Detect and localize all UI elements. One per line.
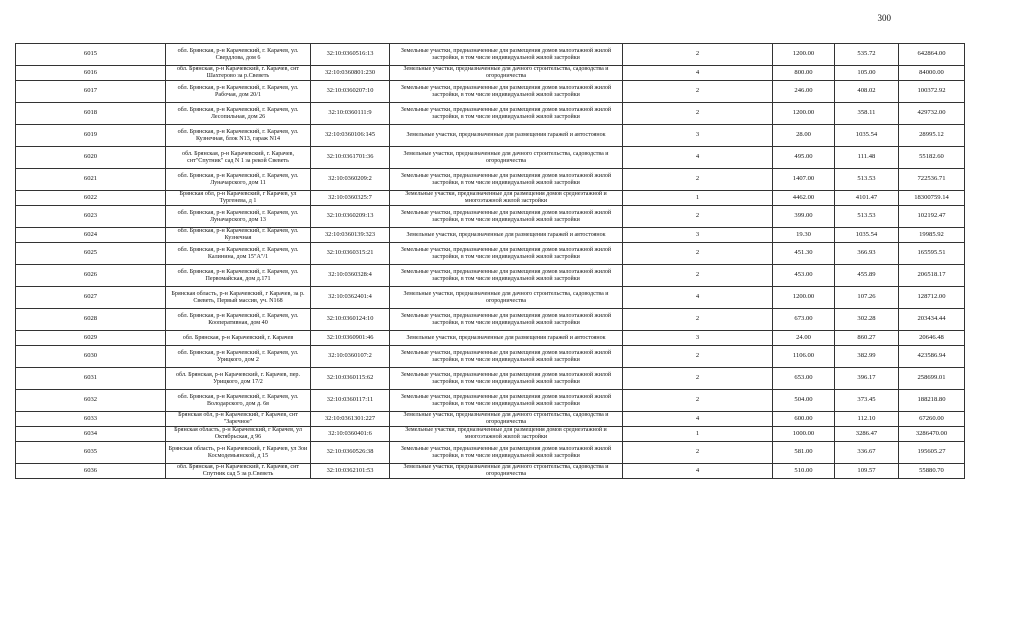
area-cell: 510.00 — [773, 464, 835, 479]
table-row — [16, 44, 1031, 66]
table-row — [16, 125, 1031, 147]
specific-value-cell: 535.72 — [835, 44, 899, 66]
cadastral-number-cell: 32:10:0360209:2 — [311, 169, 390, 191]
table-row — [16, 287, 1031, 309]
address-cell: обл. Брянская, р-н Карачевский, г. Карачев, ул. Володарского, дом д. 6в — [166, 390, 311, 412]
address-cell: обл. Брянская, р-н Карачевский, г. Карачев, снт"Спутник" сад N 1 за рекой Свеветь — [166, 147, 311, 169]
area-cell: 1000.00 — [773, 427, 835, 442]
cadastral-number-cell: 32:10:0360111:9 — [311, 103, 390, 125]
cadastral-number-cell: 32:10:0360401:6 — [311, 427, 390, 442]
cadastral-value-cell: 642864.00 — [899, 44, 965, 66]
group-cell: 2 — [623, 442, 773, 464]
specific-value-cell: 336.67 — [835, 442, 899, 464]
cadastral-value-cell: 55182.60 — [899, 147, 965, 169]
cadastral-value-cell: 188218.80 — [899, 390, 965, 412]
cadastral-value-cell: 722536.71 — [899, 169, 965, 191]
group-cell: 3 — [623, 125, 773, 147]
land-use-cell: Земельные участки, предназначенные для размещения домов малоэтажной жилой застройки, в том числе индивидуальной жилой застройки — [390, 390, 623, 412]
table-row — [16, 81, 1031, 103]
table-row — [16, 147, 1031, 169]
group-cell: 2 — [623, 265, 773, 287]
cadastral-value-cell: 84000.00 — [899, 66, 965, 81]
group-cell: 2 — [623, 103, 773, 125]
group-cell: 2 — [623, 243, 773, 265]
specific-value-cell: 513.53 — [835, 206, 899, 228]
area-cell: 800.00 — [773, 66, 835, 81]
area-cell: 399.00 — [773, 206, 835, 228]
cadastral-number-cell: 32:10:0360325:7 — [311, 191, 390, 206]
address-cell: обл. Брянская, р-н Карачевский, г. Карачев, ул. Калинина, дом 15"А"/1 — [166, 243, 311, 265]
area-cell: 19.30 — [773, 228, 835, 243]
address-cell: обл. Брянская, р-н Карачевский, г. Карачев, ул. Лесопильная, дом 26 — [166, 103, 311, 125]
cadastral-value-cell: 102192.47 — [899, 206, 965, 228]
row-number-cell: 6030 — [16, 346, 166, 368]
cadastral-number-cell: 32:10:0360106:145 — [311, 125, 390, 147]
area-cell: 1200.00 — [773, 44, 835, 66]
specific-value-cell: 1035.54 — [835, 228, 899, 243]
specific-value-cell: 3286.47 — [835, 427, 899, 442]
table-row — [16, 169, 1031, 191]
specific-value-cell: 860.27 — [835, 331, 899, 346]
group-cell: 2 — [623, 309, 773, 331]
land-use-cell: Земельные участки, предназначенные для размещения домов малоэтажной жилой застройки, в том числе индивидуальной жилой застройки — [390, 243, 623, 265]
cadastral-value-cell: 128712.00 — [899, 287, 965, 309]
row-number-cell: 6031 — [16, 368, 166, 390]
address-cell: Брянская обл, р-н Карачевский, г Карачев, ул Тургенева, д 1 — [166, 191, 311, 206]
specific-value-cell: 105.00 — [835, 66, 899, 81]
address-cell: обл. Брянская, р-н Карачевский, г. Карачев — [166, 331, 311, 346]
land-use-cell: Земельные участки, предназначенные для дачного строительства, садоводства и огородничества — [390, 147, 623, 169]
specific-value-cell: 4101.47 — [835, 191, 899, 206]
table-row — [16, 464, 1031, 479]
group-cell: 2 — [623, 390, 773, 412]
cadastral-number-cell: 32:10:0360526:38 — [311, 442, 390, 464]
cadastral-number-cell: 32:10:0361301:227 — [311, 412, 390, 427]
address-cell: Брянская область, р-н Карачевский, г Карачев, ул Зои Космодемьянской, д 15 — [166, 442, 311, 464]
cadastral-number-cell: 32:10:0360124:10 — [311, 309, 390, 331]
row-number-cell: 6016 — [16, 66, 166, 81]
specific-value-cell: 111.48 — [835, 147, 899, 169]
area-cell: 1407.00 — [773, 169, 835, 191]
cadastral-value-cell: 20646.48 — [899, 331, 965, 346]
land-use-cell: Земельные участки, предназначенные для размещения домов малоэтажной жилой застройки, в том числе индивидуальной жилой застройки — [390, 206, 623, 228]
row-number-cell: 6028 — [16, 309, 166, 331]
cadastral-number-cell: 32:10:0360328:4 — [311, 265, 390, 287]
address-cell: Брянская область, р-н Карачевский, г Карачев, за р. Свеветь, Первый массив, уч. N168 — [166, 287, 311, 309]
land-use-cell: Земельные участки, предназначенные для размещения домов малоэтажной жилой застройки, в том числе индивидуальной жилой застройки — [390, 169, 623, 191]
row-number-cell: 6029 — [16, 331, 166, 346]
cadastral-value-cell: 195605.27 — [899, 442, 965, 464]
group-cell: 3 — [623, 228, 773, 243]
cadastral-value-cell: 423586.94 — [899, 346, 965, 368]
row-number-cell: 6020 — [16, 147, 166, 169]
area-cell: 504.00 — [773, 390, 835, 412]
land-use-cell: Земельные участки, предназначенные для размещения домов малоэтажной жилой застройки, в том числе индивидуальной жилой застройки — [390, 368, 623, 390]
land-use-cell: Земельные участки, предназначенные для размещения гаражей и автостоянок — [390, 228, 623, 243]
group-cell: 3 — [623, 331, 773, 346]
specific-value-cell: 455.89 — [835, 265, 899, 287]
cadastral-value-cell: 18300759.14 — [899, 191, 965, 206]
address-cell: обл. Брянская, р-н Карачевский, г. Карачев, ул. Рабочая, дом 20/1 — [166, 81, 311, 103]
row-number-cell: 6019 — [16, 125, 166, 147]
address-cell: обл. Брянская, р-н Карачевский, г. Карачев, ул. Первомайская, дом д.171 — [166, 265, 311, 287]
table-row — [16, 206, 1031, 228]
specific-value-cell: 382.99 — [835, 346, 899, 368]
row-number-cell: 6022 — [16, 191, 166, 206]
row-number-cell: 6027 — [16, 287, 166, 309]
land-use-cell: Земельные участки, предназначенные для размещения домов малоэтажной жилой застройки, в том числе индивидуальной жилой застройки — [390, 81, 623, 103]
cadastral-number-cell: 32:10:0360901:46 — [311, 331, 390, 346]
area-cell: 495.00 — [773, 147, 835, 169]
cadastral-number-cell: 32:10:0360139:323 — [311, 228, 390, 243]
address-cell: обл. Брянская, р-н Карачевский, г. Карачев, ул. Кооперативная, дом 40 — [166, 309, 311, 331]
cadastral-value-cell: 165595.51 — [899, 243, 965, 265]
row-number-cell: 6018 — [16, 103, 166, 125]
group-cell: 1 — [623, 191, 773, 206]
row-number-cell: 6021 — [16, 169, 166, 191]
row-number-cell: 6025 — [16, 243, 166, 265]
table-row — [16, 103, 1031, 125]
specific-value-cell: 513.53 — [835, 169, 899, 191]
specific-value-cell: 302.28 — [835, 309, 899, 331]
land-use-cell: Земельные участки, предназначенные для дачного строительства, садоводства и огородничества — [390, 66, 623, 81]
area-cell: 653.00 — [773, 368, 835, 390]
group-cell: 2 — [623, 81, 773, 103]
land-use-cell: Земельные участки, предназначенные для размещения домов малоэтажной жилой застройки, в том числе индивидуальной жилой застройки — [390, 265, 623, 287]
address-cell: обл. Брянская, р-н Карачевский, г. Карачев, снт Шахтерово за р.Свеветь — [166, 66, 311, 81]
specific-value-cell: 366.93 — [835, 243, 899, 265]
table-row — [16, 427, 1031, 442]
land-use-cell: Земельные участки, предназначенные для размещения домов среднеэтажной и многоэтажной жилой застройки — [390, 427, 623, 442]
table-row — [16, 191, 1031, 206]
table-row — [16, 309, 1031, 331]
land-use-cell: Земельные участки, предназначенные для размещения гаражей и автостоянок — [390, 331, 623, 346]
address-cell: обл. Брянская, р-н Карачевский, г. Карачев, ул. Урицкого, дом 2 — [166, 346, 311, 368]
specific-value-cell: 408.02 — [835, 81, 899, 103]
table-row — [16, 243, 1031, 265]
row-number-cell: 6035 — [16, 442, 166, 464]
cadastral-number-cell: 32:10:0362101:53 — [311, 464, 390, 479]
table-row — [16, 412, 1031, 427]
address-cell: обл. Брянская, р-н Карачевский, г. Карачев, ул. Кузнечная — [166, 228, 311, 243]
group-cell: 4 — [623, 66, 773, 81]
address-cell: обл. Брянская, р-н Карачевский, г. Карачев, ул. Луначарского, дом 13 — [166, 206, 311, 228]
group-cell: 1 — [623, 427, 773, 442]
cadastral-value-table — [15, 43, 1031, 479]
area-cell: 24.00 — [773, 331, 835, 346]
cadastral-value-cell: 258699.01 — [899, 368, 965, 390]
cadastral-number-cell: 32:10:0360115:62 — [311, 368, 390, 390]
specific-value-cell: 1035.54 — [835, 125, 899, 147]
land-use-cell: Земельные участки, предназначенные для размещения домов малоэтажной жилой застройки, в том числе индивидуальной жилой застройки — [390, 309, 623, 331]
group-cell: 4 — [623, 287, 773, 309]
group-cell: 2 — [623, 206, 773, 228]
cadastral-number-cell: 32:10:0360107:2 — [311, 346, 390, 368]
group-cell: 4 — [623, 147, 773, 169]
specific-value-cell: 373.45 — [835, 390, 899, 412]
row-number-cell: 6024 — [16, 228, 166, 243]
cadastral-number-cell: 32:10:0361701:36 — [311, 147, 390, 169]
page-number: 300 — [877, 13, 891, 23]
cadastral-value-cell: 19985.92 — [899, 228, 965, 243]
row-number-cell: 6032 — [16, 390, 166, 412]
group-cell: 2 — [623, 368, 773, 390]
cadastral-number-cell: 32:10:0360117:11 — [311, 390, 390, 412]
land-use-cell: Земельные участки, предназначенные для размещения домов малоэтажной жилой застройки, в том числе индивидуальной жилой застройки — [390, 346, 623, 368]
table-row — [16, 442, 1031, 464]
land-use-cell: Земельные участки, предназначенные для дачного строительства, садоводства и огородничества — [390, 287, 623, 309]
table-row — [16, 368, 1031, 390]
address-cell: обл. Брянская, р-н Карачевский, г. Карачев, ул. Свердлова, дом 6 — [166, 44, 311, 66]
address-cell: Брянская область, р-н Карачевский, г Карачев, ул Октябрьская, д 96 — [166, 427, 311, 442]
row-number-cell: 6017 — [16, 81, 166, 103]
group-cell: 4 — [623, 464, 773, 479]
area-cell: 673.00 — [773, 309, 835, 331]
row-number-cell: 6034 — [16, 427, 166, 442]
row-number-cell: 6026 — [16, 265, 166, 287]
land-use-cell: Земельные участки, предназначенные для размещения домов малоэтажной жилой застройки, в том числе индивидуальной жилой застройки — [390, 103, 623, 125]
cadastral-number-cell: 32:10:0360207:10 — [311, 81, 390, 103]
group-cell: 4 — [623, 412, 773, 427]
table-row — [16, 390, 1031, 412]
address-cell: обл. Брянская, р-н Карачевский, г. Карачев, пер. Урицкого, дом 17/2 — [166, 368, 311, 390]
area-cell: 451.30 — [773, 243, 835, 265]
cadastral-number-cell: 32:10:0362401:4 — [311, 287, 390, 309]
row-number-cell: 6033 — [16, 412, 166, 427]
specific-value-cell: 109.57 — [835, 464, 899, 479]
cadastral-number-cell: 32:10:0360516:13 — [311, 44, 390, 66]
address-cell: обл. Брянская, р-н Карачевский, г. Карачев, ул. Кузнечная, блок N13, гараж N14 — [166, 125, 311, 147]
specific-value-cell: 107.26 — [835, 287, 899, 309]
row-number-cell: 6036 — [16, 464, 166, 479]
cadastral-number-cell: 32:10:0360801:230 — [311, 66, 390, 81]
land-use-cell: Земельные участки, предназначенные для дачного строительства, садоводства и огородничества — [390, 464, 623, 479]
cadastral-value-cell: 67260.00 — [899, 412, 965, 427]
group-cell: 2 — [623, 44, 773, 66]
land-use-cell: Земельные участки, предназначенные для размещения домов среднеэтажной и многоэтажной жилой застройки — [390, 191, 623, 206]
group-cell: 2 — [623, 346, 773, 368]
land-use-cell: Земельные участки, предназначенные для размещения домов малоэтажной жилой застройки, в том числе индивидуальной жилой застройки — [390, 44, 623, 66]
area-cell: 453.00 — [773, 265, 835, 287]
area-cell: 28.00 — [773, 125, 835, 147]
table-body — [16, 44, 1031, 479]
area-cell: 4462.00 — [773, 191, 835, 206]
area-cell: 1200.00 — [773, 287, 835, 309]
cadastral-value-cell: 203434.44 — [899, 309, 965, 331]
specific-value-cell: 358.11 — [835, 103, 899, 125]
cadastral-value-cell: 55880.70 — [899, 464, 965, 479]
address-cell: Брянская обл, р-н Карачевский, г Карачев, снт "Заречное" — [166, 412, 311, 427]
row-number-cell: 6015 — [16, 44, 166, 66]
area-cell: 581.00 — [773, 442, 835, 464]
area-cell: 1106.00 — [773, 346, 835, 368]
table-row — [16, 265, 1031, 287]
area-cell: 246.00 — [773, 81, 835, 103]
area-cell: 600.00 — [773, 412, 835, 427]
land-use-cell: Земельные участки, предназначенные для размещения домов малоэтажной жилой застройки, в том числе индивидуальной жилой застройки — [390, 442, 623, 464]
table-row — [16, 66, 1031, 81]
cadastral-value-cell: 3286470.00 — [899, 427, 965, 442]
cadastral-value-cell: 429732.00 — [899, 103, 965, 125]
table-row — [16, 346, 1031, 368]
cadastral-number-cell: 32:10:0360209:13 — [311, 206, 390, 228]
address-cell: обл. Брянская, р-н Карачевский, г. Карачев, снт Спутник сад 5 за р.Свеветь — [166, 464, 311, 479]
specific-value-cell: 396.17 — [835, 368, 899, 390]
cadastral-value-cell: 100372.92 — [899, 81, 965, 103]
land-use-cell: Земельные участки, предназначенные для дачного строительства, садоводства и огородничества — [390, 412, 623, 427]
table-row — [16, 331, 1031, 346]
specific-value-cell: 112.10 — [835, 412, 899, 427]
cadastral-value-cell: 206518.17 — [899, 265, 965, 287]
group-cell: 2 — [623, 169, 773, 191]
area-cell: 1200.00 — [773, 103, 835, 125]
cadastral-value-cell: 28995.12 — [899, 125, 965, 147]
table-row — [16, 228, 1031, 243]
row-number-cell: 6023 — [16, 206, 166, 228]
address-cell: обл. Брянская, р-н Карачевский, г. Карачев, ул. Луначарского, дом 11 — [166, 169, 311, 191]
land-use-cell: Земельные участки, предназначенные для размещения гаражей и автостоянок — [390, 125, 623, 147]
cadastral-number-cell: 32:10:0360315:21 — [311, 243, 390, 265]
